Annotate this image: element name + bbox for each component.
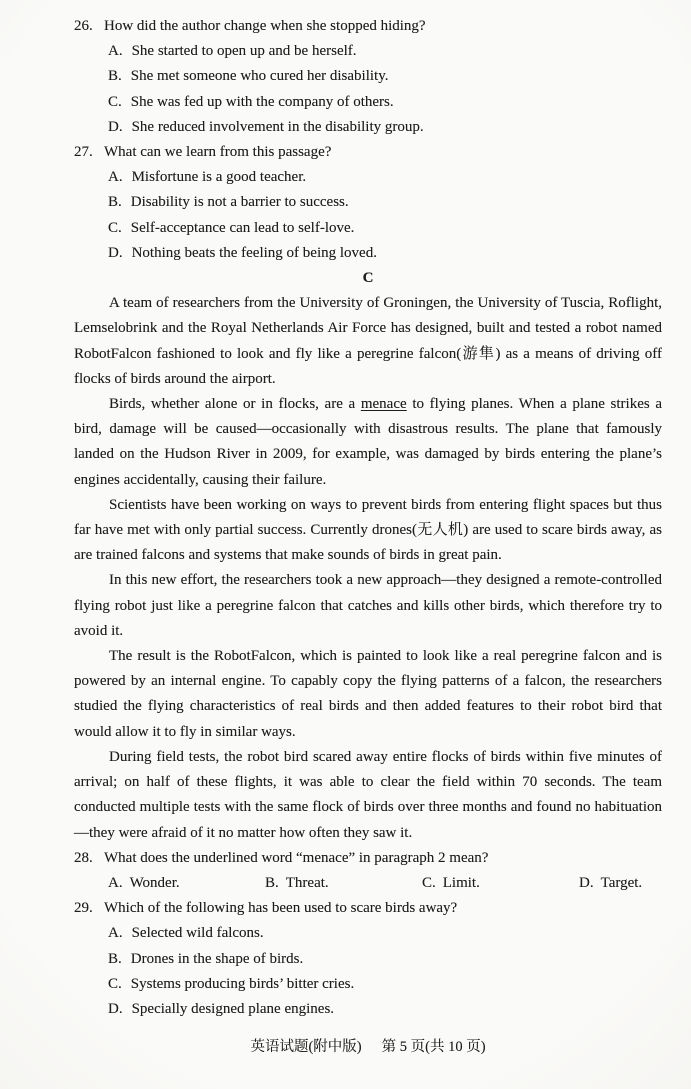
- footer-page-number: 第 5 页(共 10 页): [381, 1039, 486, 1056]
- passage-section-c: [74, 266, 662, 846]
- question-26-option-b: [74, 64, 662, 89]
- option-text: Wonder.: [129, 874, 180, 891]
- question-number: 27.: [74, 144, 93, 161]
- paragraph-text: Birds, whether alone or in flocks, are a: [109, 396, 361, 413]
- option-label: D.: [108, 1000, 123, 1017]
- option-label: A.: [108, 874, 123, 891]
- option-text: She was fed up with the company of others.: [130, 93, 394, 110]
- question-27-option-d: [74, 241, 662, 266]
- option-text: Selected wild falcons.: [131, 925, 264, 942]
- question-28: [74, 846, 662, 896]
- footer-exam-title: 英语试题(附中版): [250, 1039, 362, 1056]
- option-text: Drones in the shape of birds.: [130, 950, 304, 967]
- option-text: Target.: [600, 874, 643, 891]
- option-label: C.: [108, 975, 122, 992]
- question-28-option-b: [265, 871, 422, 896]
- option-text: Disability is not a barrier to success.: [130, 194, 349, 211]
- question-29-option-d: [74, 997, 662, 1022]
- option-label: A.: [108, 925, 123, 942]
- question-26-option-a: [74, 39, 662, 64]
- option-text: She reduced involvement in the disability group.: [131, 118, 424, 135]
- question-28-options: [74, 871, 662, 896]
- question-text: What can we learn from this passage?: [104, 144, 332, 161]
- question-text: What does the underlined word “menace” in paragraph 2 mean?: [104, 849, 489, 866]
- option-label: B.: [108, 194, 122, 211]
- question-26-option-d: [74, 115, 662, 140]
- option-label: A.: [108, 169, 123, 186]
- option-label: B.: [108, 68, 122, 85]
- option-text: She started to open up and be herself.: [131, 43, 357, 60]
- question-29-option-b: [74, 947, 662, 972]
- question-27-option-c: [74, 216, 662, 241]
- passage-paragraph-2: [74, 392, 662, 493]
- question-number: 26.: [74, 18, 93, 34]
- question-26-option-c: [74, 90, 662, 115]
- option-label: D.: [108, 244, 123, 261]
- option-label: C.: [108, 219, 122, 236]
- passage-paragraph-3: Scientists have been working on ways to prevent birds from entering flight spaces but thus far have met with only partial success. Currently drones(无人机) are used to scare birds away, as are trained falcons and systems that make sounds of birds in great pain.: [74, 496, 662, 564]
- question-27-option-a: [74, 165, 662, 190]
- option-label: A.: [108, 43, 123, 60]
- section-heading: C: [362, 270, 374, 287]
- passage-paragraph-6: During field tests, the robot bird scared away entire flocks of birds within five minutes of arrival; on half of these flights, it was able to clear the field within 70 seconds. The team conducted multiple tests with the same flock of birds over three months and found no habituation—they were afraid of it no matter how often they saw it.: [74, 748, 662, 841]
- page-footer: [74, 1035, 662, 1060]
- option-text: Limit.: [442, 874, 480, 891]
- question-text: How did the author change when she stopped hiding?: [104, 18, 426, 34]
- option-label: B.: [108, 950, 122, 967]
- option-label: C.: [108, 93, 122, 110]
- option-text: Misfortune is a good teacher.: [131, 169, 307, 186]
- option-label: C.: [422, 874, 436, 891]
- passage-paragraph-4: In this new effort, the researchers took a new approach—they designed a remote-controlled flying robot just like a peregrine falcon that catches and kills other birds, which therefore try to avoid it.: [74, 572, 662, 639]
- question-text: Which of the following has been used to scare birds away?: [104, 900, 458, 917]
- question-29-option-a: [74, 921, 662, 946]
- passage-paragraph-1: A team of researchers from the University of Groningen, the University of Tuscia, Roflight, Lemselobrink and the Royal Netherlands Air Force has designed, built and tested a robot named RobotFalcon fashioned to look and fly like a peregrine falcon(游隼) as a means of driving off flocks of birds around the airport.: [74, 295, 662, 387]
- question-29: [74, 896, 662, 1022]
- question-27: [74, 140, 662, 266]
- option-text: Threat.: [285, 874, 329, 891]
- option-text: Systems producing birds’ bitter cries.: [130, 975, 355, 992]
- option-text: Nothing beats the feeling of being loved.: [131, 244, 377, 261]
- option-text: Specially designed plane engines.: [131, 1000, 335, 1017]
- paragraph-text: to flying planes. When a plane strikes a bird, damage will be caused—occasionally with disastrous results. The plane that famously landed on the Hudson River in 2009, for example, was damaged by birds entering the plane’s engines accidentally, causing their failure.: [74, 396, 663, 488]
- question-26: [74, 14, 662, 140]
- question-29-stem: [74, 896, 662, 921]
- question-number: 28.: [74, 849, 93, 866]
- option-text: Self-acceptance can lead to self-love.: [130, 219, 355, 236]
- option-text: She met someone who cured her disability.: [130, 68, 389, 85]
- option-label: B.: [265, 874, 279, 891]
- question-28-option-a: [108, 871, 265, 896]
- question-28-stem: [74, 846, 662, 871]
- question-27-stem: [74, 140, 662, 165]
- question-28-option-c: [422, 871, 579, 896]
- question-29-option-c: [74, 972, 662, 997]
- passage-paragraph-5: The result is the RobotFalcon, which is painted to look like a real peregrine falcon and is powered by an internal engine. To capably copy the flying patterns of a falcon, the researchers studied the flying characteristics of real birds and then added features to their robot bird that would allow it to fly in similar ways.: [74, 648, 662, 740]
- option-label: D.: [579, 874, 594, 891]
- question-number: 29.: [74, 900, 93, 917]
- option-label: D.: [108, 118, 123, 135]
- question-27-option-b: [74, 190, 662, 215]
- question-26-stem: [74, 14, 662, 39]
- question-28-option-d: [579, 871, 642, 896]
- underlined-word: menace: [360, 396, 407, 413]
